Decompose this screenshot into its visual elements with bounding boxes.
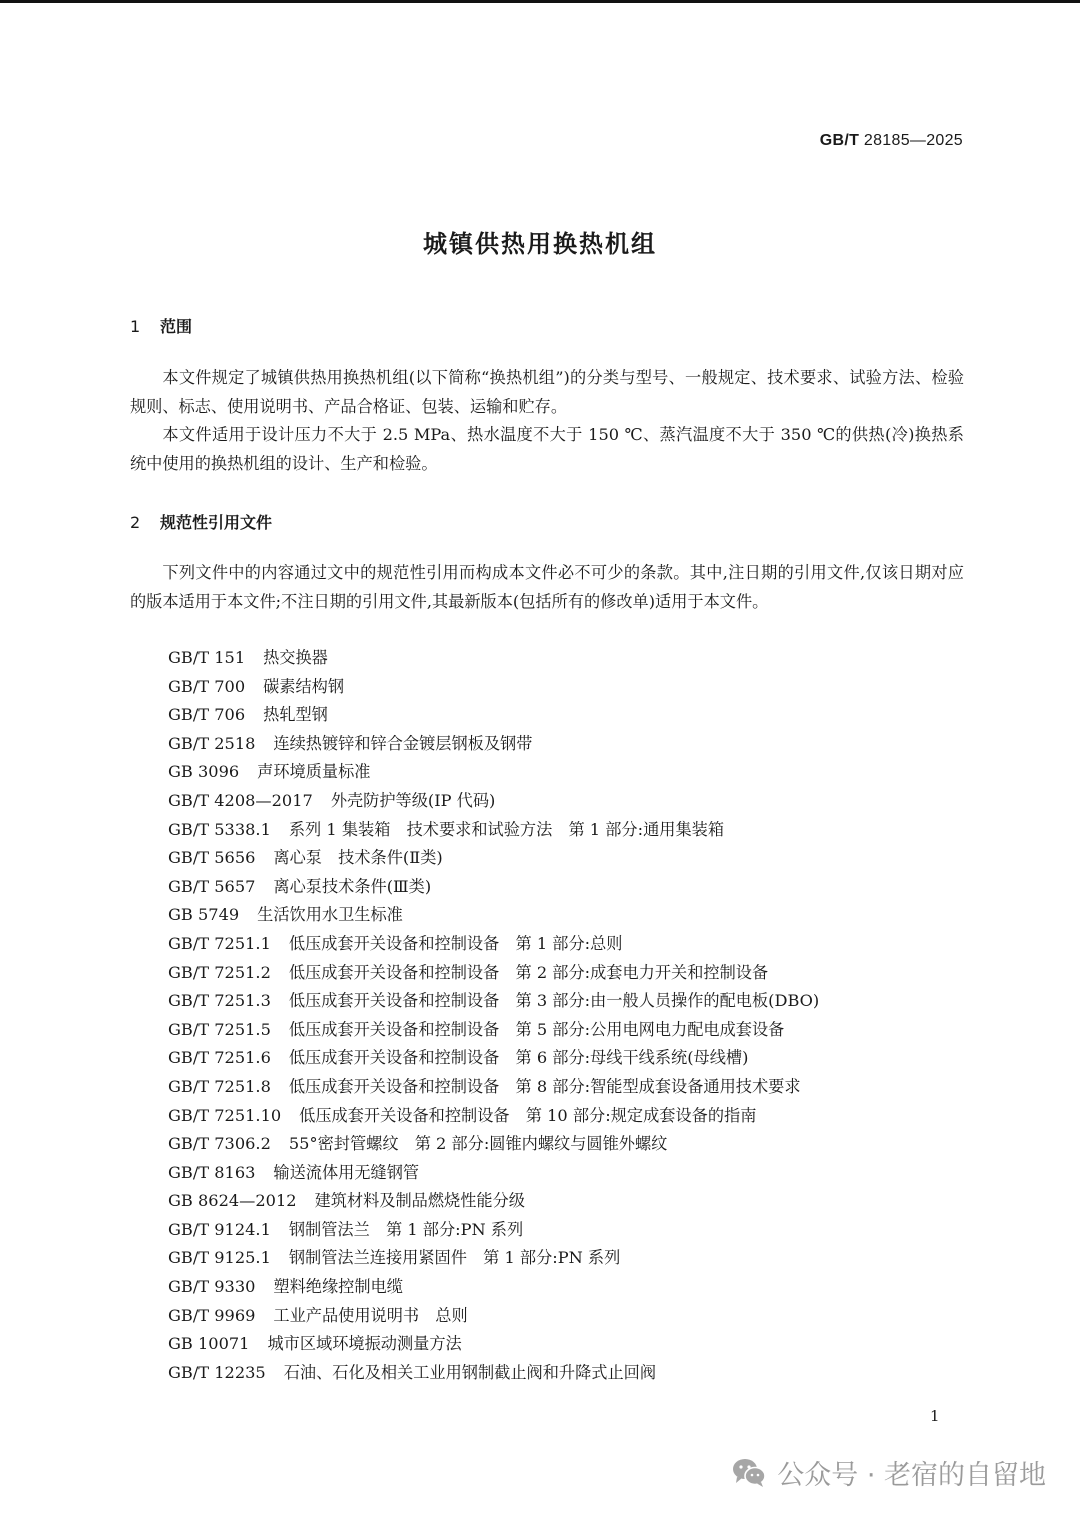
reference-item: [168, 1216, 819, 1245]
reference-item: [168, 844, 819, 873]
reference-code: GB 3096: [168, 762, 240, 782]
reference-item: [168, 758, 819, 787]
reference-code: GB 8624—2012: [168, 1191, 297, 1211]
document-title: 城镇供热用换热机组: [423, 230, 657, 258]
reference-code: GB/T 9124.1: [168, 1219, 271, 1239]
section-1-number: 1: [130, 317, 141, 336]
reference-code: GB/T 5656: [168, 848, 256, 868]
reference-code: GB/T 9125.1: [168, 1248, 271, 1268]
reference-title: 建筑材料及制品燃烧性能分级: [314, 1191, 525, 1211]
reference-item: [168, 1102, 819, 1131]
reference-title: 钢制管法兰 第 1 部分:PN 系列: [288, 1219, 524, 1239]
reference-item: [168, 673, 819, 702]
reference-title: 连续热镀锌和锌合金镀层钢板及钢带: [273, 733, 533, 753]
reference-item: [168, 730, 819, 759]
reference-title: 低压成套开关设备和控制设备 第 3 部分:由一般人员操作的配电板(DBO): [288, 991, 820, 1011]
reference-title: 钢制管法兰连接用紧固件 第 1 部分:PN 系列: [288, 1248, 621, 1268]
reference-title: 城市区域环境振动测量方法: [267, 1334, 462, 1354]
reference-title: 低压成套开关设备和控制设备 第 2 部分:成套电力开关和控制设备: [288, 962, 769, 982]
standard-code-prefix: GB/T: [819, 132, 860, 149]
reference-code: GB/T 7251.5: [168, 1019, 271, 1039]
reference-code: GB/T 151: [168, 648, 246, 667]
reference-item: [168, 987, 819, 1016]
reference-code: GB 10071: [168, 1334, 250, 1354]
reference-code: GB/T 7306.2: [168, 1134, 271, 1154]
reference-list: [168, 644, 819, 1387]
reference-title: 塑料绝缘控制电缆: [273, 1277, 403, 1297]
reference-item: [168, 1044, 819, 1073]
reference-item: [168, 1130, 819, 1159]
reference-title: 低压成套开关设备和控制设备 第 5 部分:公用电网电力配电成套设备: [288, 1019, 785, 1039]
reference-title: 碳素结构钢: [263, 676, 345, 696]
reference-code: GB/T 9969: [168, 1305, 256, 1325]
reference-item: [168, 644, 819, 673]
reference-item: [168, 1244, 819, 1273]
reference-item: [168, 1073, 819, 1102]
reference-item: [168, 873, 819, 902]
reference-item: [168, 930, 819, 959]
reference-title: 低压成套开关设备和控制设备 第 8 部分:智能型成套设备通用技术要求: [288, 1076, 801, 1096]
reference-code: GB/T 7251.10: [168, 1105, 282, 1125]
reference-title: 热轧型钢: [263, 705, 328, 725]
top-rule: [0, 0, 1080, 3]
reference-title: 工业产品使用说明书 总则: [273, 1305, 468, 1325]
reference-code: GB/T 5338.1: [168, 819, 271, 839]
reference-title: 离心泵技术条件(Ⅲ类): [273, 876, 432, 896]
section-2-number: 2: [130, 513, 141, 532]
standard-code: [820, 132, 963, 150]
reference-item: [168, 1273, 819, 1302]
section-2-paragraph-1: 下列文件中的内容通过文中的规范性引用而构成本文件必不可少的条款。其中,注日期的引用文件,仅该日期对应的版本适用于本文件;不注日期的引用文件,其最新版本(包括所有的修改单)适用于本文件。: [130, 563, 964, 611]
reference-item: [168, 959, 819, 988]
reference-item: [168, 1016, 819, 1045]
reference-title: 声环境质量标准: [257, 762, 371, 782]
watermark-text: 公众号 · 老宿的自留地: [777, 1459, 1046, 1491]
reference-code: GB/T 8163: [168, 1162, 256, 1182]
reference-code: GB/T 706: [168, 705, 246, 725]
reference-item: [168, 1187, 819, 1216]
reference-title: 石油、石化及相关工业用钢制截止阀和升降式止回阀: [283, 1362, 657, 1382]
section-1-paragraph-1: 本文件规定了城镇供热用换热机组(以下简称“换热机组”)的分类与型号、一般规定、技术要求、试验方法、检验规则、标志、使用说明书、产品合格证、包装、运输和贮存。: [130, 368, 964, 416]
reference-code: GB 5749: [168, 905, 240, 925]
section-1-title: 范围: [160, 317, 193, 336]
reference-item: [168, 787, 819, 816]
section-1-heading: [130, 314, 192, 337]
reference-title: 外壳防护等级(IP 代码): [330, 790, 496, 810]
reference-item: [168, 701, 819, 730]
reference-item: [168, 1330, 819, 1359]
reference-code: GB/T 4208—2017: [168, 790, 313, 810]
reference-item: [168, 816, 819, 845]
section-2-title: 规范性引用文件: [160, 513, 273, 532]
reference-item: [168, 1359, 819, 1388]
reference-item: [168, 1159, 819, 1188]
reference-title: 离心泵 技术条件(Ⅱ类): [273, 848, 443, 868]
reference-code: GB/T 700: [168, 676, 246, 696]
reference-title: 低压成套开关设备和控制设备 第 10 部分:规定成套设备的指南: [299, 1105, 757, 1125]
page-number: 1: [930, 1407, 940, 1425]
wechat-icon: [731, 1456, 767, 1488]
section-1-paragraph-2: 本文件适用于设计压力不大于 2.5 MPa、热水温度不大于 150 ℃、蒸汽温度不大于 350 ℃的供热(冷)换热系统中使用的换热机组的设计、生产和检验。: [130, 425, 964, 473]
reference-code: GB/T 7251.6: [168, 1048, 271, 1068]
section-2-heading: [130, 510, 272, 533]
reference-code: GB/T 7251.3: [168, 991, 271, 1011]
reference-code: GB/T 12235: [168, 1362, 266, 1382]
reference-item: [168, 901, 819, 930]
reference-title: 55°密封管螺纹 第 2 部分:圆锥内螺纹与圆锥外螺纹: [288, 1134, 668, 1154]
reference-code: GB/T 7251.2: [168, 962, 271, 982]
watermark: [731, 1452, 1046, 1492]
reference-code: GB/T 7251.1: [168, 933, 271, 953]
reference-code: GB/T 5657: [168, 876, 256, 896]
reference-title: 热交换器: [263, 648, 328, 667]
reference-code: GB/T 2518: [168, 733, 256, 753]
reference-title: 系列 1 集装箱 技术要求和试验方法 第 1 部分:通用集装箱: [288, 819, 725, 839]
reference-code: GB/T 7251.8: [168, 1076, 271, 1096]
reference-code: GB/T 9330: [168, 1277, 256, 1297]
reference-item: [168, 1302, 819, 1331]
reference-title: 生活饮用水卫生标准: [257, 905, 403, 925]
reference-title: 输送流体用无缝钢管: [273, 1162, 420, 1182]
reference-title: 低压成套开关设备和控制设备 第 6 部分:母线干线系统(母线槽): [288, 1048, 749, 1068]
reference-title: 低压成套开关设备和控制设备 第 1 部分:总则: [288, 933, 623, 953]
standard-code-number: 28185—2025: [863, 132, 963, 149]
